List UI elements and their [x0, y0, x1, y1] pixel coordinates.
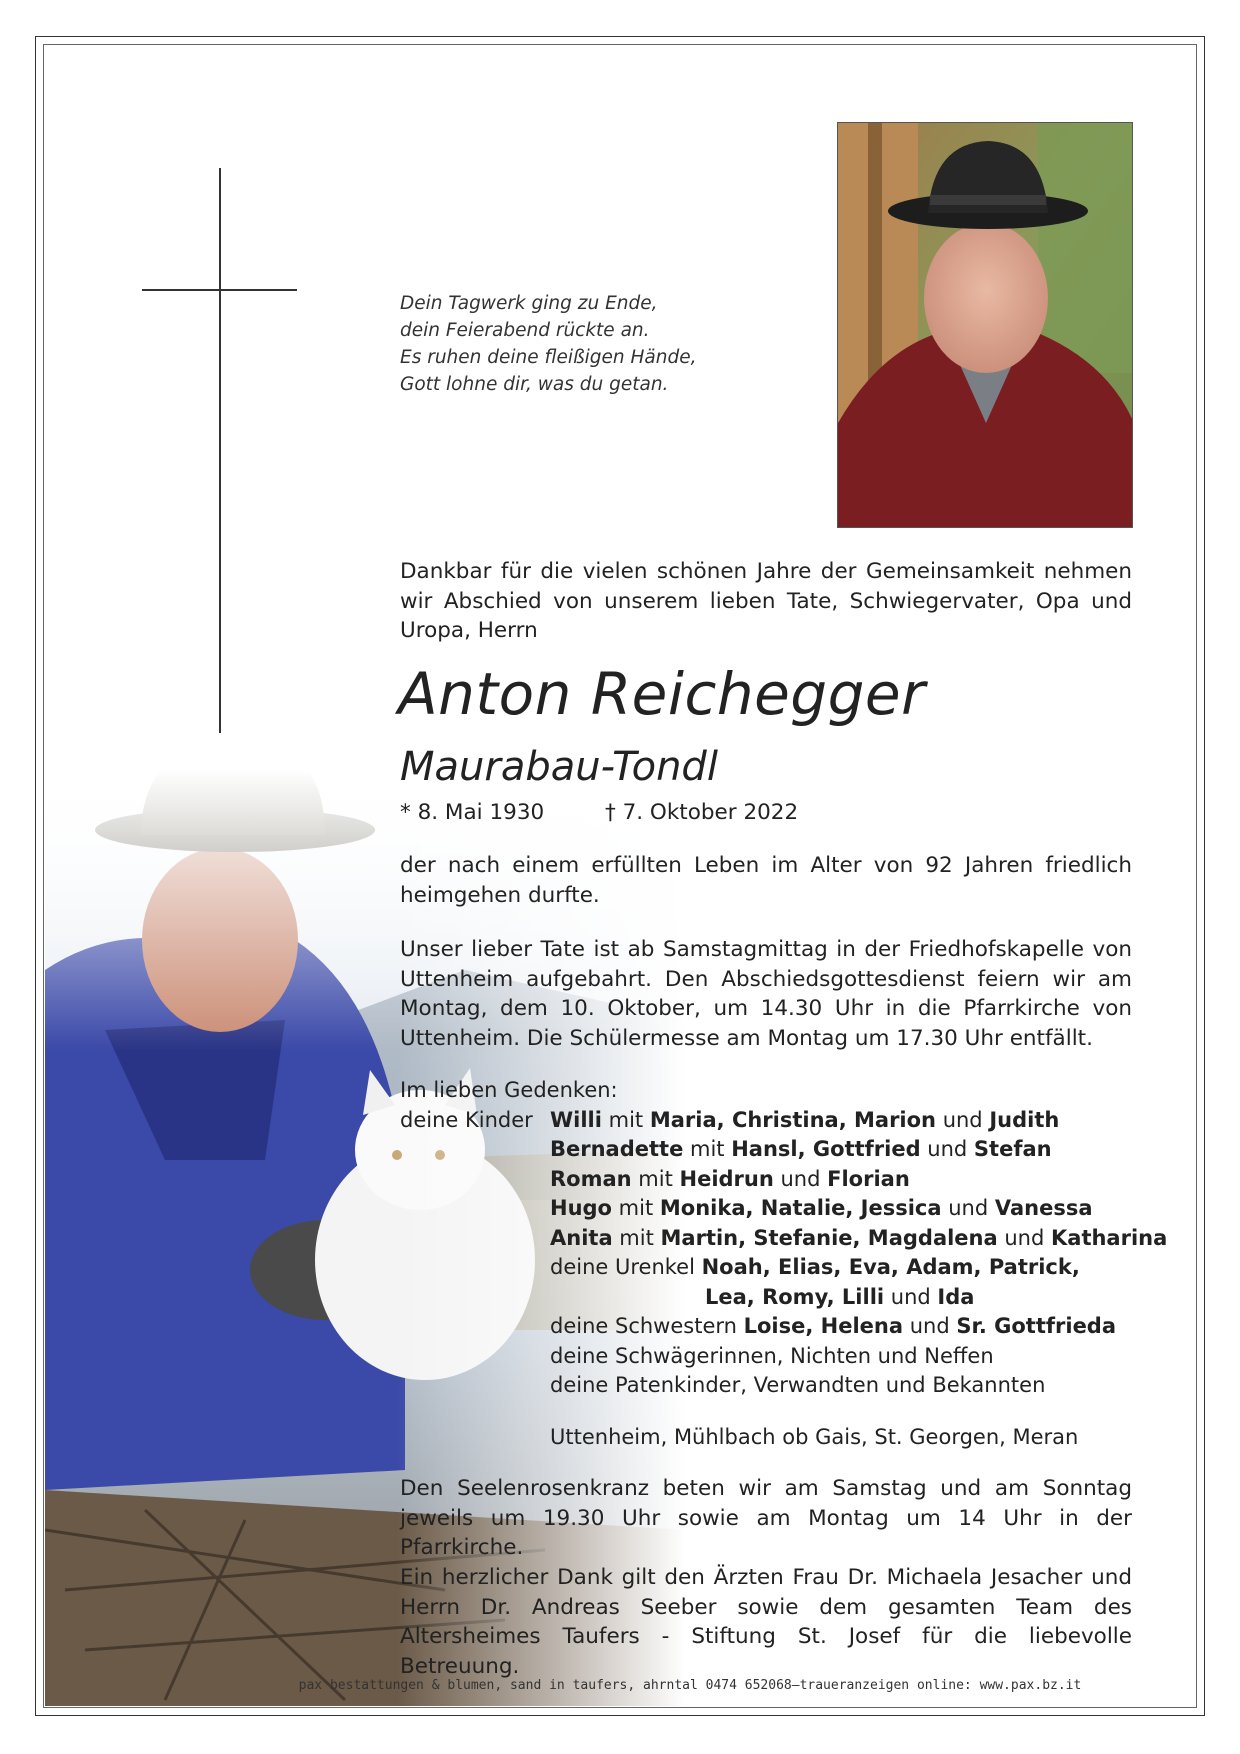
- family-row: Roman mit Heidrun und Florian: [550, 1166, 910, 1191]
- children-label: deine Kinder: [400, 1107, 533, 1132]
- family-row: deine Patenkinder, Verwandten und Bekannten: [550, 1373, 1046, 1397]
- intro-text: Dankbar für die vielen schönen Jahre der Gemeinsamkeit nehmen wir Abschied von unserem lieben Tate, Schwiegervater, Opa und Uropa, Herrn: [400, 559, 1132, 643]
- rosary-text: Den Seelenrosenkranz beten wir am Samstag und am Sonntag jeweils um 19.30 Uhr sowie am Montag um 14 Uhr in der Pfarrkirche.: [400, 1476, 1132, 1560]
- cross-icon-horizontal: [142, 289, 297, 291]
- family-row: Hugo mit Monika, Natalie, Jessica und Vanessa: [550, 1196, 1093, 1220]
- poem-line: Gott lohne dir, was du getan.: [400, 374, 669, 395]
- passing-text: der nach einem erfüllten Leben im Alter von 92 Jahren friedlich heimgehen durfte.: [400, 853, 1132, 908]
- poem-line: Es ruhen deine fleißigen Hände,: [400, 347, 697, 368]
- places: Uttenheim, Mühlbach ob Gais, St. Georgen, Meran: [550, 1424, 1079, 1449]
- poem-line: Dein Tagwerk ging zu Ende,: [400, 293, 658, 314]
- family-row: Anita mit Martin, Stefanie, Magdalena und Katharina: [550, 1225, 1168, 1250]
- memory-heading: Im lieben Gedenken:: [400, 1078, 618, 1102]
- birth-date: * 8. Mai 1930: [400, 800, 545, 825]
- family-row: Lea, Romy, Lilli und Ida: [705, 1284, 975, 1309]
- family-row: Bernadette mit Hansl, Gottfried und Stefan: [550, 1137, 1052, 1161]
- poem-line: dein Feierabend rückte an.: [400, 320, 650, 341]
- deceased-name: Anton Reichegger: [398, 660, 926, 728]
- thanks-text: Ein herzlicher Dank gilt den Ärzten Frau Dr. Michaela Jesacher und Herrn Dr. Andreas Seeber sowie dem gesamten Team des Altersheimes Taufers - Stiftung St. Josef für die liebevolle Betreuung.: [400, 1565, 1132, 1679]
- house-name: Maurabau-Tondl: [400, 744, 718, 790]
- death-date: † 7. Oktober 2022: [605, 800, 799, 825]
- family-row: deine Kinder Willi mit Maria, Christina, Marion und Judith: [400, 1107, 1060, 1132]
- cross-icon-vertical: [219, 168, 221, 733]
- portrait-photo: [837, 122, 1133, 528]
- family-row: deine Urenkel Noah, Elias, Eva, Adam, Patrick,: [550, 1255, 1080, 1279]
- family-row: deine Schwestern Loise, Helena und Sr. Gottfrieda: [550, 1314, 1117, 1338]
- poem: [400, 290, 696, 398]
- family-row: deine Schwägerinnen, Nichten und Neffen: [550, 1343, 994, 1368]
- life-dates: [400, 800, 799, 825]
- family-list: [400, 1076, 1168, 1452]
- footer: pax bestattungen & blumen, sand in taufers, ahrntal 0474 652068–traueranzeigen online: www.pax.bz.it: [298, 1678, 1082, 1693]
- funeral-info: Unser lieber Tate ist ab Samstagmittag in der Friedhofskapelle von Uttenheim aufgebahrt. Den Abschiedsgottesdienst feiern wir am Montag, dem 10. Oktober, um 14.30 Uhr in die Pfarrkirche von Uttenheim. Die Schülermesse am Montag um 17.30 Uhr entfällt.: [400, 937, 1132, 1051]
